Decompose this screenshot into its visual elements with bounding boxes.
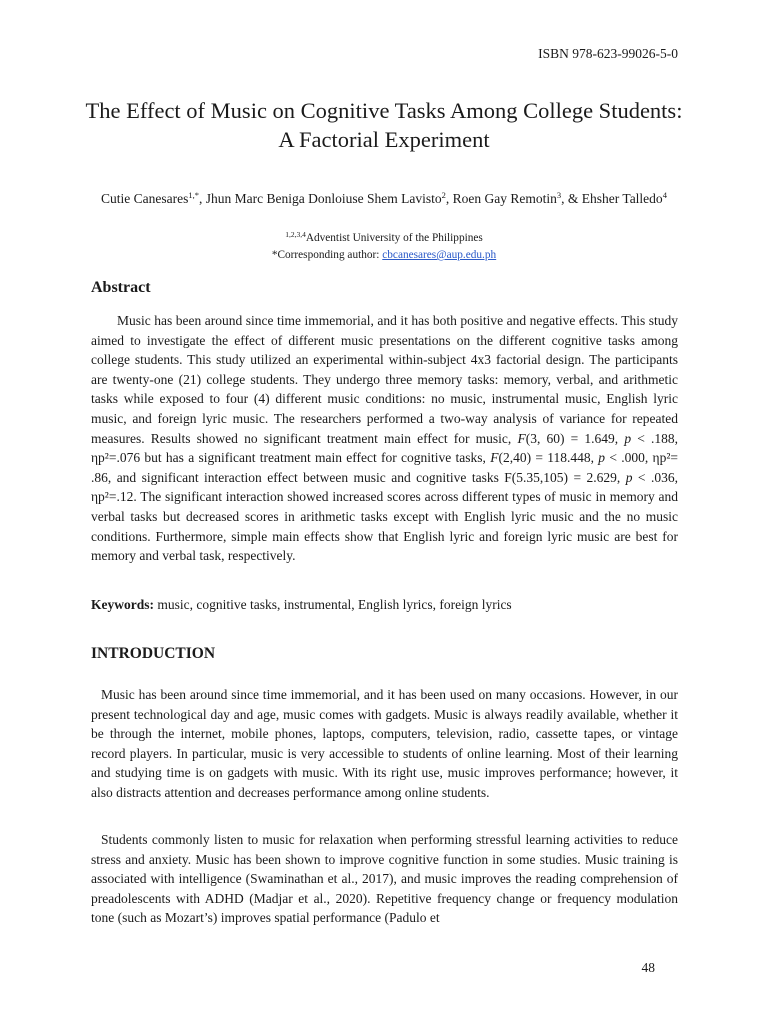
keywords-line (91, 595, 678, 615)
isbn-header: ISBN 978-623-99026-5-0 (538, 46, 678, 61)
abstract-text-run: Music has been around since time immemorial, and it has both positive and negative effects. This study aimed to investigate the effect of different music presentations on the different cognitive tasks among college students. This study utilized an experimental within-subject 4x3 factorial design. The participants are twenty-one (21) college students. They undergo three memory tasks: memory, verbal, and arithmetic tasks while exposed to four (4) different music conditions: no music, instrumental music, English lyric music, and foreign lyric music. The researchers performed a two-way analysis of variance for repeated measures. Results showed no significant treatment main effect for music, (91, 313, 678, 446)
abstract-text-run: < .000, ηp²= .86, and significant interaction effect between music and cognitive tasks F(5.35,105) = 2.629, (91, 450, 678, 485)
abstract-text-run: (3, 60) = 1.649, (525, 430, 625, 446)
affiliation-line (86, 230, 682, 247)
author-list (86, 189, 682, 209)
author-name: Roen Gay Remotin (452, 191, 557, 206)
author-affiliation-mark: 3 (556, 190, 562, 200)
page-number: 48 (641, 960, 655, 975)
introduction-paragraph-2: Students commonly listen to music for relaxation when performing stressful learning activities to reduce stress and anxiety. Music has been shown to improve cognitive function in some studies. Music training is associated with intelligence (Swaminathan et al., 2017), and music improves the reading comprehension of preadolescents with ADHD (Madjar et al., 2020). Repetitive frequency change or frequency modulation tone (such as Mozart’s) improves spatial performance (Padulo et (91, 832, 678, 926)
abstract-italic-symbol: F (517, 430, 526, 446)
author-separator: , & (561, 191, 582, 206)
affiliation-block (86, 230, 682, 264)
abstract-italic-symbol: p (624, 430, 632, 446)
author-name: Ehsher Talledo (581, 191, 663, 206)
corresponding-author-label: *Corresponding author: (271, 249, 383, 261)
affiliation-mark: 1,2,3,4 (285, 230, 306, 239)
introduction-paragraph-1: Music has been around since time immemorial, and it has been used on many occasions. However, in our present technological day and age, music comes with gadgets. Music is always readily available, whether it be through the internet, mobile phones, laptops, computers, television, radio, cassette tapes, or vintage record players. In particular, music is very accessible to students of online learning. Most of their learning and studying time is on gadgets with music. With its right use, music improves performance; however, it also distracts attention and decreases performance among online students. (91, 687, 678, 800)
author-name: Cutie Canesares (101, 191, 189, 206)
author-affiliation-mark: 1,* (188, 190, 200, 200)
corresponding-email-link[interactable]: cbcanesares@aup.edu.ph (382, 249, 497, 261)
abstract-italic-symbol: F (490, 450, 499, 466)
abstract-italic-symbol: p (625, 469, 633, 485)
abstract-text-run: < .188, ηp²=.076 but has a significant treatment main effect for cognitive tasks, (91, 430, 678, 466)
paper-title: The Effect of Music on Cognitive Tasks Among College Students: A Factorial Experiment (85, 98, 683, 152)
abstract-text-run: (2,40) = 118.448, (498, 450, 599, 466)
introduction-heading: INTRODUCTION (91, 645, 216, 662)
abstract-text (91, 311, 678, 566)
corresponding-author-line (86, 247, 682, 264)
abstract-text-run: < .036, ηp²=.12. The significant interaction showed increased scores across different types of music in memory and verbal tasks but decreased scores in arithmetic tasks except with English lyric music and the no music conditions. Furthermore, simple main effects show that English lyric and foreign lyric music are best for memory and verbal task, respectively. (91, 469, 678, 564)
abstract-italic-symbol: p (598, 450, 606, 466)
author-separator: , (445, 191, 453, 206)
author-affiliation-mark: 4 (662, 190, 667, 200)
keywords-label: Keywords: (91, 597, 154, 612)
author-affiliation-mark: 2 (441, 190, 446, 200)
keywords-text: music, cognitive tasks, instrumental, English lyrics, foreign lyrics (154, 597, 512, 612)
abstract-heading: Abstract (91, 279, 151, 296)
author-separator: , (199, 191, 206, 206)
affiliation-name: Adventist University of the Philippines (305, 232, 483, 244)
author-name: Jhun Marc Beniga Donloiuse Shem Lavisto (205, 191, 442, 206)
